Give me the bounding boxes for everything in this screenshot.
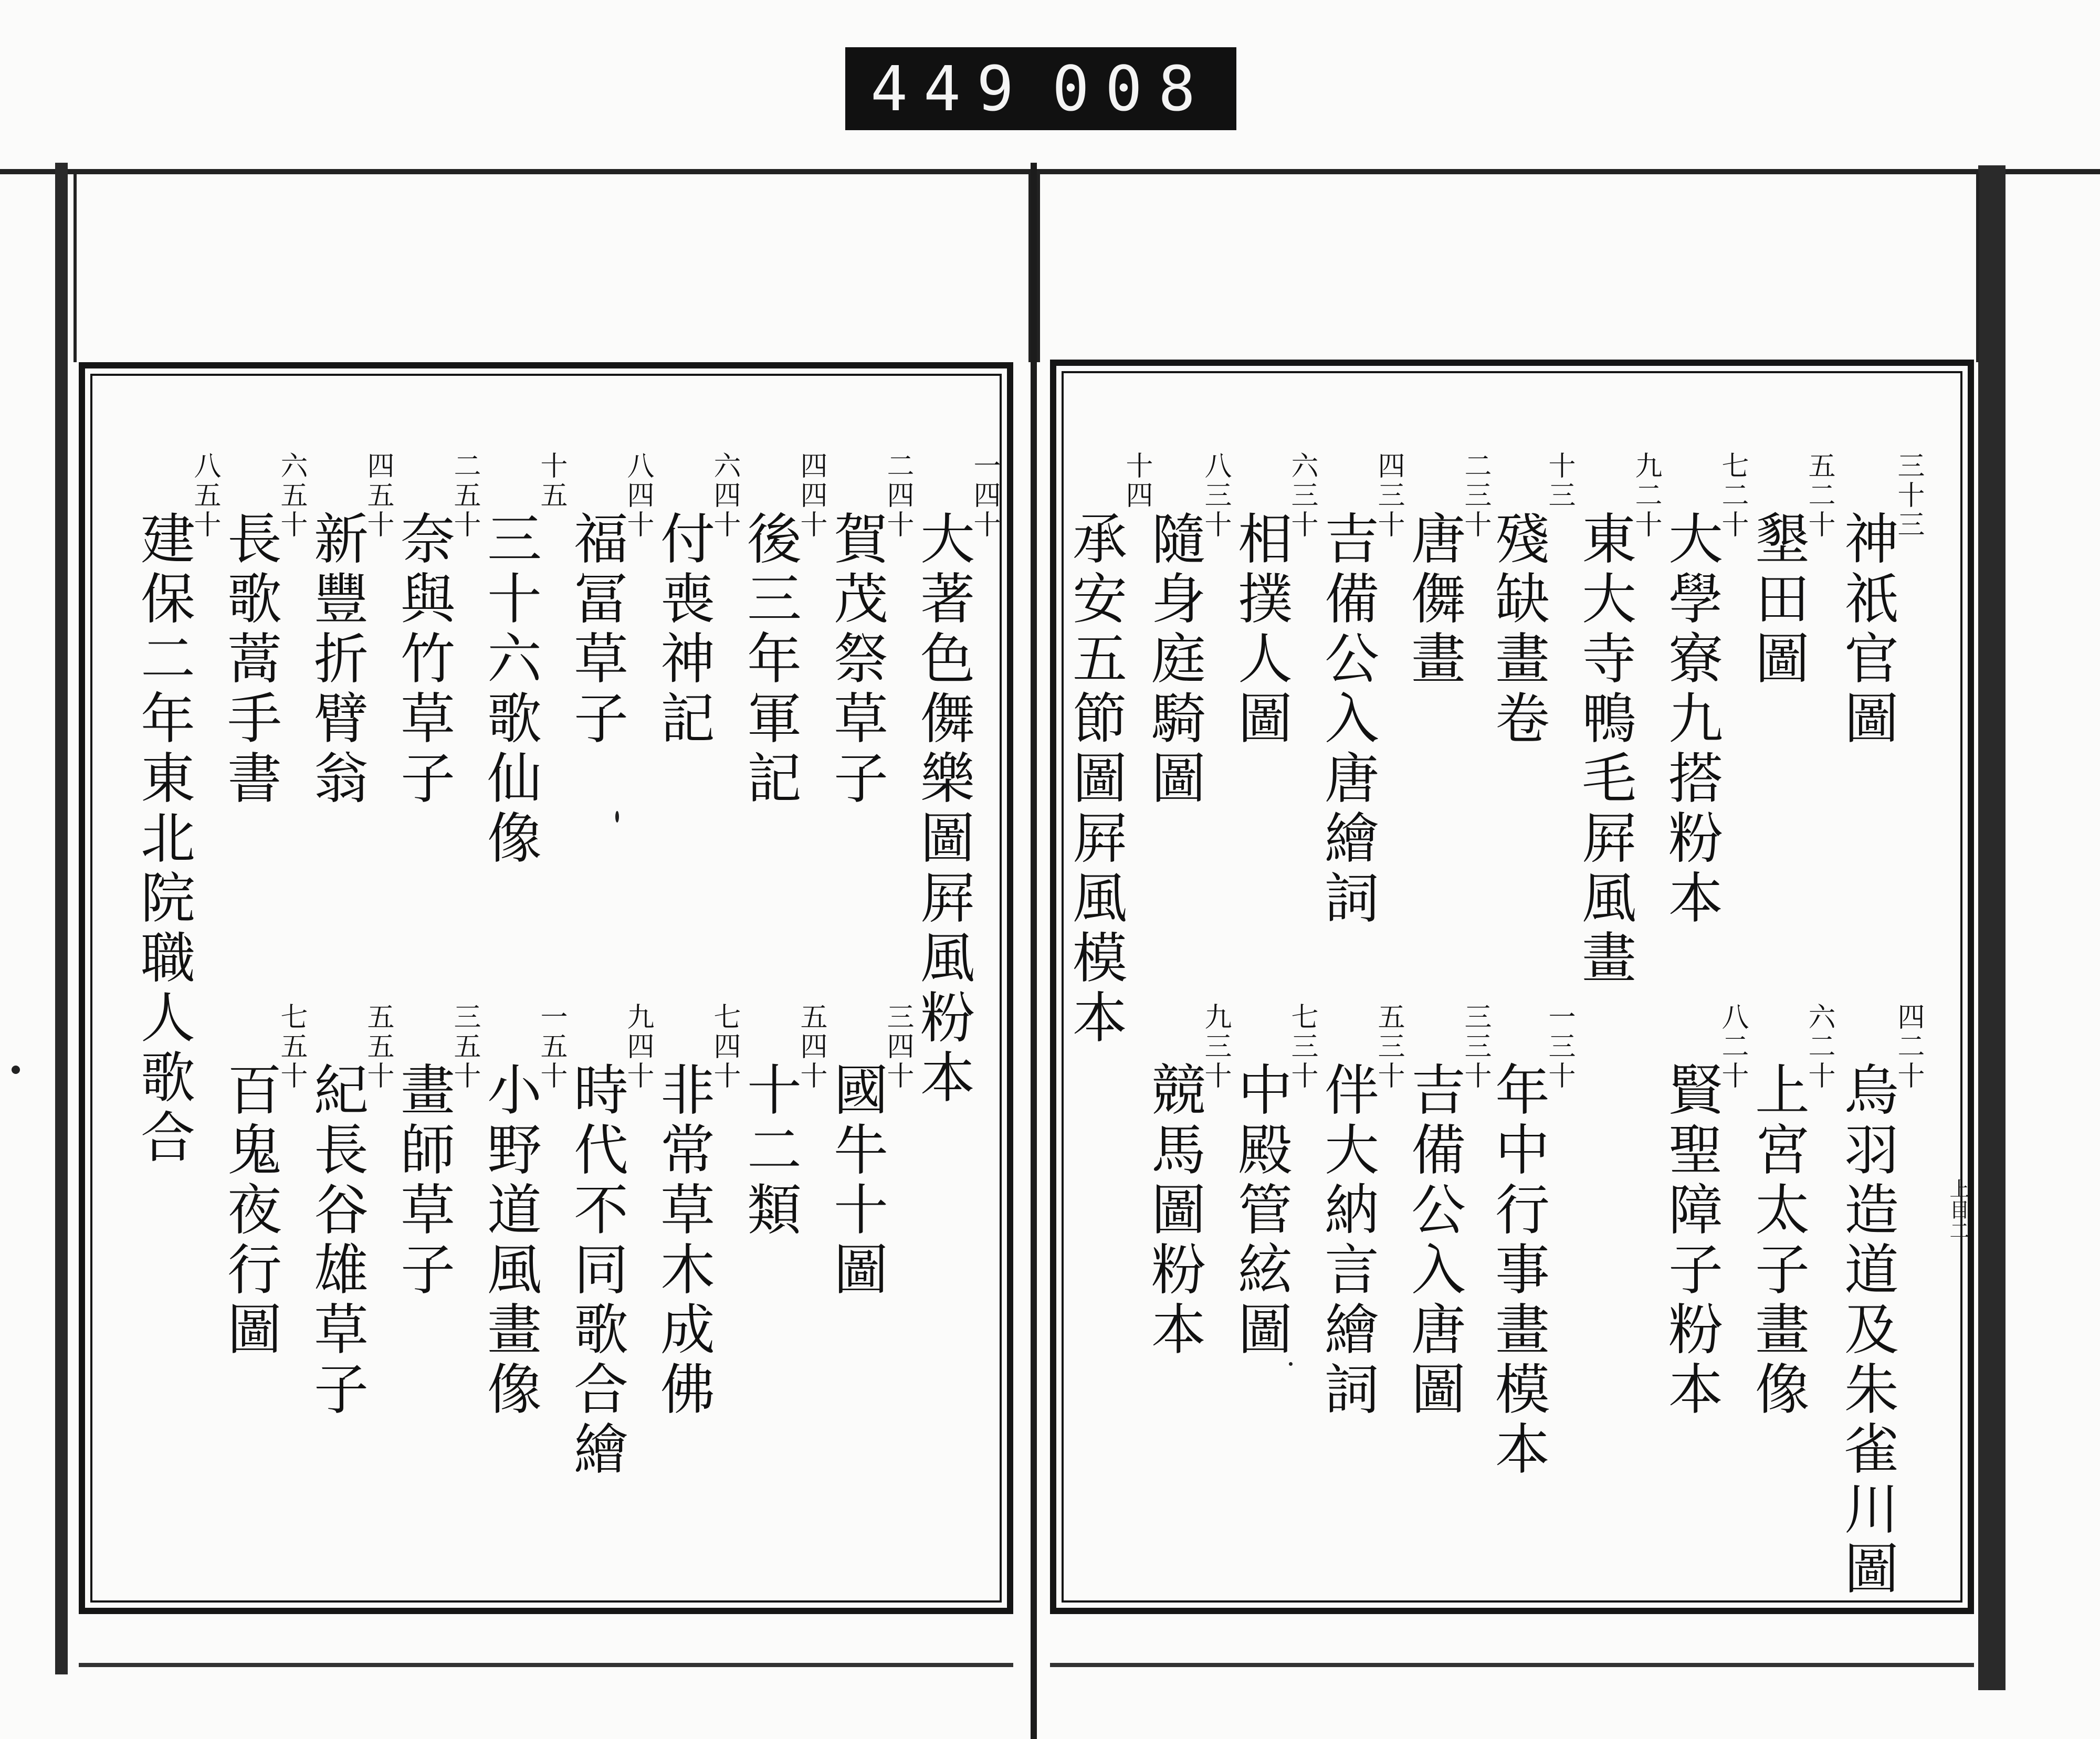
- entry-left-14: [564, 1003, 654, 1480]
- entry-right-6: [1402, 451, 1492, 690]
- entry-title: 大學寮九搭粉本: [1659, 510, 1724, 929]
- entry-left-11: [824, 1003, 914, 1301]
- entry-left-1: [911, 451, 1001, 1109]
- entry-right-2: [1746, 451, 1835, 690]
- entry-number: 四三十: [1373, 451, 1405, 540]
- entry-title: 長歌蒿手書: [218, 510, 282, 809]
- entry-title: 賀茂祭草子: [824, 510, 889, 809]
- entry-right-5: [1486, 451, 1576, 750]
- entry-right-8: [1228, 451, 1318, 750]
- entry-title: 殘缺畫卷: [1486, 510, 1550, 750]
- entry-title: 後三年軍記: [738, 510, 802, 809]
- entry-number: 三五十: [449, 1003, 481, 1091]
- entry-left-18: [218, 1003, 308, 1361]
- entry-number: 八四十: [622, 451, 654, 540]
- entry-title: 建保二年東北院職人歌合: [131, 510, 196, 1168]
- entry-left-3: [738, 451, 827, 809]
- entry-right-9: [1142, 451, 1232, 809]
- left-page-bottom: [79, 1663, 1013, 1667]
- entry-number: 五三十: [1373, 1003, 1405, 1091]
- entry-number: 七四十: [709, 1003, 741, 1091]
- entry-number: 七三十: [1286, 1003, 1318, 1091]
- entry-title: 非常草木成佛: [651, 1061, 716, 1420]
- entry-number: 九三十: [1200, 1003, 1232, 1091]
- entry-left-12: [738, 1003, 827, 1241]
- entry-number: 二五十: [449, 451, 481, 540]
- entry-number: 八二十: [1717, 1003, 1749, 1091]
- entry-right-3: [1659, 451, 1749, 929]
- entry-number: 十四: [1121, 451, 1153, 510]
- entry-right-4: [1572, 451, 1662, 989]
- entry-title: 賢聖障子粉本: [1659, 1061, 1724, 1420]
- entry-number: 六三十: [1286, 451, 1318, 540]
- entry-title: 紀長谷雄草子: [304, 1061, 369, 1420]
- entry-title: 競馬圖粉本: [1142, 1061, 1206, 1361]
- entry-title: 中殿管絃圖: [1228, 1061, 1293, 1361]
- entry-title: 承安五節圖屛風模本: [1063, 510, 1128, 1049]
- book-left-edge: [55, 163, 68, 1674]
- entry-number: 八三十: [1200, 451, 1232, 540]
- entry-right-18: [1142, 1003, 1232, 1361]
- entry-number: 三十三: [1893, 451, 1925, 540]
- ink-speck: [1289, 1362, 1293, 1366]
- entry-title: 大著色儛樂圖屛風粉本: [911, 510, 975, 1109]
- entry-title: 吉備公入唐圖: [1402, 1061, 1466, 1420]
- entry-number: 十五: [536, 451, 568, 510]
- book-spine: [1031, 163, 1037, 1739]
- entry-number: 一四十: [969, 451, 1001, 540]
- entry-title: 百鬼夜行圖: [218, 1061, 282, 1361]
- entry-left-8: [304, 451, 394, 809]
- entry-right-7: [1315, 451, 1405, 929]
- entry-title: 烏羽造道及朱雀川圖: [1835, 1061, 1899, 1600]
- entry-title: 十二類: [738, 1061, 802, 1241]
- entry-right-10: [1063, 451, 1153, 1049]
- entry-number: 一三十: [1544, 1003, 1576, 1091]
- entry-number: 五五十: [362, 1003, 394, 1091]
- film-frame-label: [845, 47, 1236, 130]
- left-page-margin: [74, 173, 1032, 362]
- entry-number: 六二十: [1803, 1003, 1835, 1091]
- entry-title: 奈與竹草子: [391, 510, 456, 809]
- entry-title: 上宮太子畫像: [1746, 1061, 1810, 1420]
- film-left-code: 449: [870, 52, 1030, 125]
- entry-left-10: [131, 451, 221, 1168]
- entry-number: 六五十: [276, 451, 308, 540]
- entry-number: 四四十: [795, 451, 827, 540]
- entry-title: 神祇官圖: [1835, 510, 1899, 750]
- entry-left-9: [218, 451, 308, 809]
- entry-title: 付喪神記: [651, 510, 716, 750]
- entry-number: 七五十: [276, 1003, 308, 1091]
- entry-number: 六四十: [709, 451, 741, 540]
- book-right-edge: [1978, 165, 2006, 1690]
- entry-left-6: [478, 451, 568, 869]
- entry-number: 四五十: [362, 451, 394, 540]
- entry-left-5: [564, 451, 654, 750]
- entry-title: 新豐折臂翁: [304, 510, 369, 809]
- entry-right-12: [1746, 1003, 1835, 1420]
- entry-title: 福冨草子: [564, 510, 629, 750]
- entry-right-14: [1486, 1003, 1576, 1480]
- entry-number: 七二十: [1717, 451, 1749, 540]
- entry-title: 三十六歌仙像: [478, 510, 542, 869]
- entry-number: 九四十: [622, 1003, 654, 1091]
- entry-left-17: [304, 1003, 394, 1420]
- film-right-code: 008: [1052, 52, 1211, 125]
- entry-title: 東大寺鴨毛屛風畫: [1572, 510, 1637, 989]
- entry-left-15: [478, 1003, 568, 1420]
- entry-number: 三三十: [1460, 1003, 1492, 1091]
- entry-title: 小野道風畫像: [478, 1061, 542, 1420]
- entry-left-16: [391, 1003, 481, 1301]
- entry-number: 三四十: [882, 1003, 914, 1091]
- entry-number: 八五十: [189, 451, 221, 540]
- entry-title: 畫師草子: [391, 1061, 456, 1301]
- entry-left-4: [651, 451, 741, 750]
- entry-number: 五二十: [1803, 451, 1835, 540]
- ink-speck: [12, 1066, 20, 1074]
- entry-title: 唐儛畫: [1402, 510, 1466, 690]
- entry-right-1: [1835, 451, 1925, 750]
- entry-title: 伴大納言繪詞: [1315, 1061, 1380, 1420]
- entry-number: 二四十: [882, 451, 914, 540]
- entry-title: 年中行事畫模本: [1486, 1061, 1550, 1480]
- entry-left-2: [824, 451, 914, 809]
- entry-left-13: [651, 1003, 741, 1420]
- entry-title: 時代不同歌合繪: [564, 1061, 629, 1480]
- entry-right-16: [1315, 1003, 1405, 1420]
- margin-note: 上目二: [1946, 1178, 1969, 1241]
- entry-title: 墾田圖: [1746, 510, 1810, 690]
- right-page-margin: [1037, 173, 1979, 362]
- entry-right-15: [1402, 1003, 1492, 1420]
- entry-right-17: [1228, 1003, 1318, 1361]
- entry-number: 十三: [1544, 451, 1576, 510]
- ink-speck: [615, 811, 619, 823]
- entry-right-11: [1835, 1003, 1925, 1600]
- entry-right-13: [1659, 1003, 1749, 1420]
- entry-left-7: [391, 451, 481, 809]
- entry-number: 四二十: [1893, 1003, 1925, 1091]
- right-page-bottom: [1050, 1663, 1974, 1667]
- entry-number: 二三十: [1460, 451, 1492, 540]
- entry-number: 一五十: [536, 1003, 568, 1091]
- entry-title: 吉備公入唐繪詞: [1315, 510, 1380, 929]
- entry-number: 九二十: [1630, 451, 1662, 540]
- entry-number: 五四十: [795, 1003, 827, 1091]
- entry-title: 隨身庭騎圖: [1142, 510, 1206, 809]
- entry-title: 相撲人圖: [1228, 510, 1293, 750]
- entry-title: 國牛十圖: [824, 1061, 889, 1301]
